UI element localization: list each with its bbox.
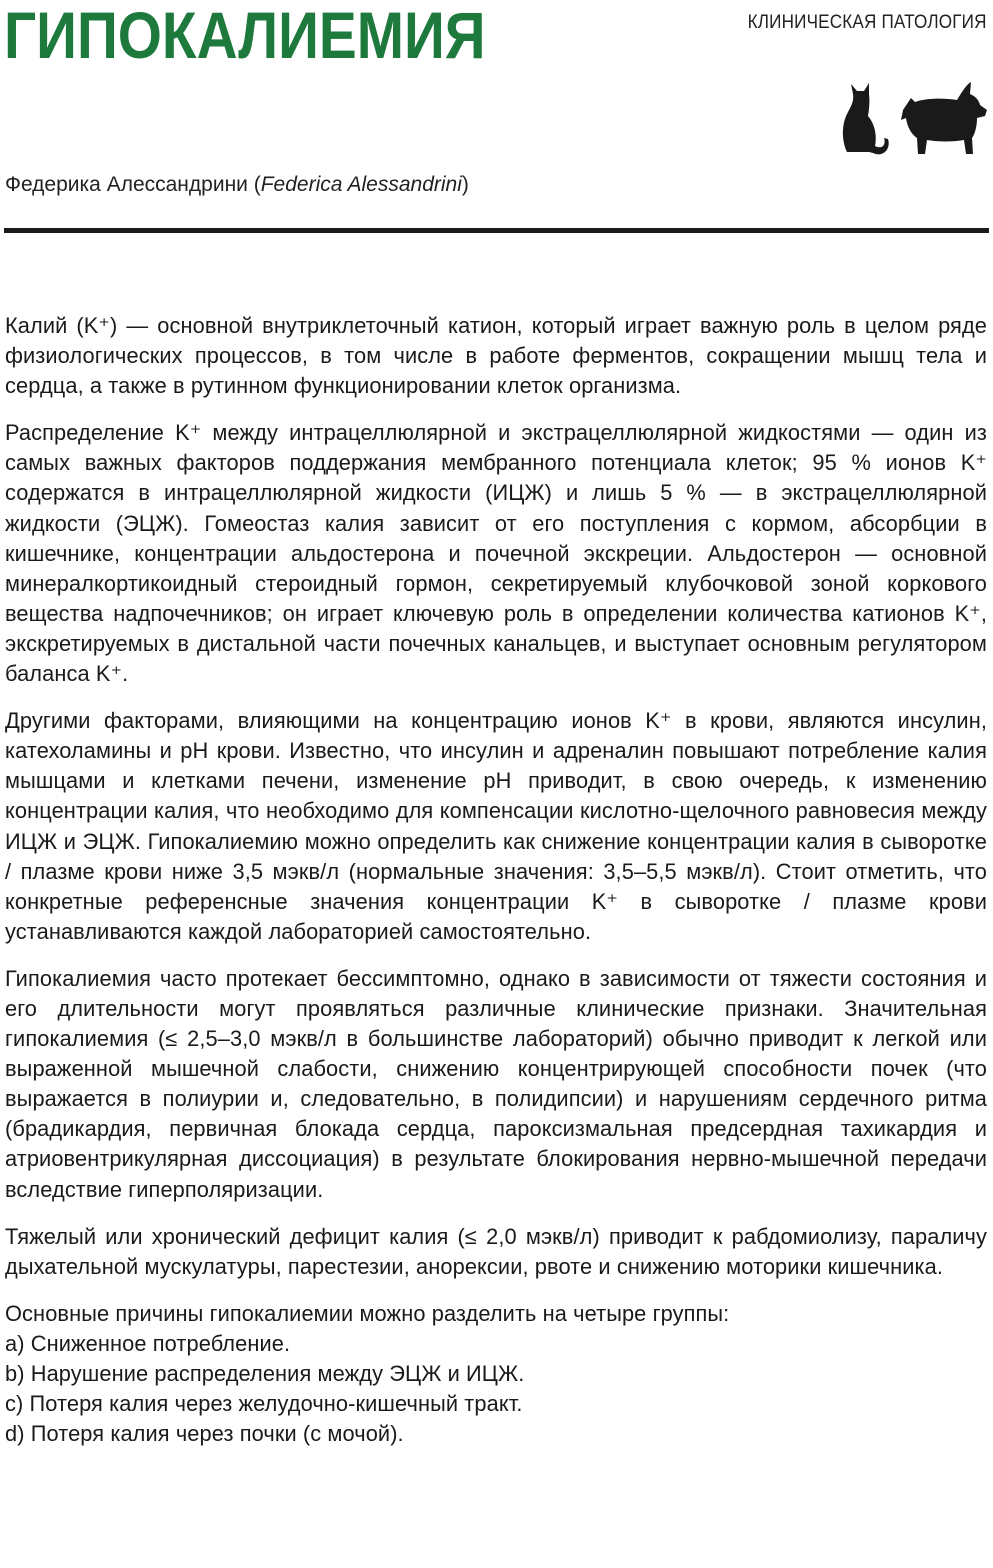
dog-icon xyxy=(901,82,987,154)
section-label: КЛИНИЧЕСКАЯ ПАТОЛОГИЯ xyxy=(747,12,987,33)
list-item: d) Потеря калия через почки (с мочой). xyxy=(5,1421,404,1447)
author-name-en: Federica Alessandrini xyxy=(260,173,462,196)
causes-list xyxy=(5,1329,987,1449)
author-line: Федерика Алессандрини (Federica Alessandrini) xyxy=(5,173,469,196)
list-item: a) Сниженное потребление. xyxy=(5,1330,291,1356)
page-title: ГИПОКАЛИЕМИЯ xyxy=(4,0,486,72)
paragraph: Другими факторами, влияющими на концентрацию ионов K⁺ в крови, являются инсулин, катехоламины и pH крови. Известно, что инсулин и адреналин повышают потребление калия мышцами и клетками печени, изменение pH приводит, в свою очередь, к изменению концентрации калия, что необходимо для компенсации кислотно-щелочного равновесия между ИЦЖ и ЭЦЖ. Гипокалиемию можно определить как снижение концентрации калия в сыворотке / плазме крови ниже 3,5 мэкв/л (нормальные значения: 3,5–5,5 мэкв/л). Стоит отметить, что конкретные референсные значения концентрации K⁺ в сыворотке / плазме крови устанавливаются каждой лабораторией самостоятельно. xyxy=(5,708,987,944)
header-divider xyxy=(4,228,989,233)
causes-intro: Основные причины гипокалиемии можно разделить на четыре группы: xyxy=(5,1300,730,1326)
cat-icon xyxy=(843,83,889,154)
article-body xyxy=(5,311,987,1449)
paragraph: Тяжелый или хронический дефицит калия (≤ 2,0 мэкв/л) приводит к рабдомиолизу, параличу дыхательной мускулатуры, парестезии, анорексии, рвоте и снижению моторики кишечника. xyxy=(5,1223,987,1279)
paragraph: Калий (K⁺) — основной внутриклеточный катион, который играет важную роль в целом ряде физиологических процессов, в том числе в работе ферментов, сокращении мышц тела и сердца, а также в рутинном функционировании клеток организма. xyxy=(5,313,987,399)
paragraph: Распределение K⁺ между интрацеллюлярной и экстрацеллюлярной жидкостями — один из самых важных факторов поддержания мембранного потенциала клеток; 95 % ионов K⁺ содержатся в интрацеллюлярной жидкости (ИЦЖ) и лишь 5 % — в экстрацеллюлярной жидкости (ЭЦЖ). Гомеостаз калия зависит от его поступления с кормом, абсорбции в кишечнике, концентрации альдостерона и почечной экскреции. Альдостерон — основной минералкортикоидный стероидный гормон, секретируемый клубочковой зоной коркового вещества надпочечников; он играет ключевую роль в определении количества катионов K⁺, экскретируемых в дистальной части почечных канальцев, и выступает основным регулятором баланса K⁺. xyxy=(5,420,987,687)
list-item: b) Нарушение распределения между ЭЦЖ и ИЦЖ. xyxy=(5,1361,525,1386)
paragraph: Гипокалиемия часто протекает бессимптомно, однако в зависимости от тяжести состояния и его длительности могут проявляться различные клинические признаки. Значительная гипокалиемия (≤ 2,5–3,0 мэкв/л в большинстве лабораторий) обычно приводит к легкой или выраженной мышечной слабости, снижению концентрирующей способности почек (что выражается в полиурии и, следовательно, в полидипсии) и нарушениям сердечного ритма (брадикардия, первичная блокада сердца, пароксизмальная предсердная тахикардия и атриовентрикулярная диссоциация) в результате блокирования нервно-мышечной передачи вследствие гиперполяризации. xyxy=(5,965,987,1202)
author-name-ru: Федерика Алессандрини xyxy=(5,173,248,196)
list-item: c) Потеря калия через желудочно-кишечный тракт. xyxy=(5,1391,523,1417)
pets-illustration xyxy=(839,80,989,156)
